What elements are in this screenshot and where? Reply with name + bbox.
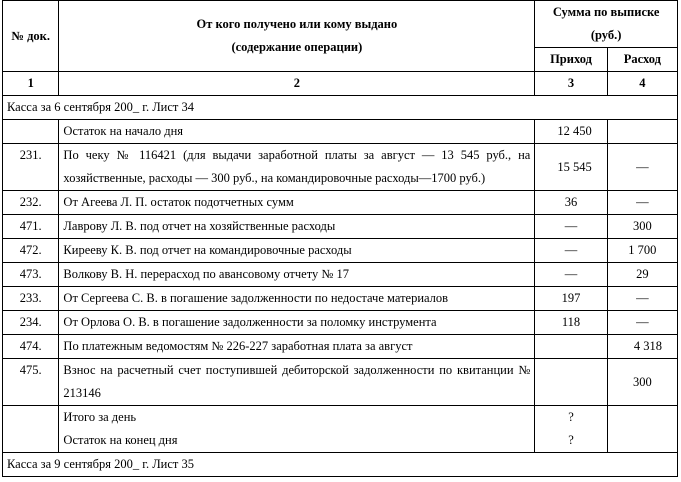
operation-description: По чеку № 116421 (для выдачи заработной платы за август — 13 545 руб., на хозяйственные, расходы — 300 руб., на командировочные расходы—1700 руб.) <box>59 144 535 191</box>
header-expense: Расход <box>607 48 677 72</box>
section-title-row <box>3 96 678 120</box>
total-row <box>3 406 678 430</box>
operation-description: От Сергеева С. В. в погашение задолженности по недостаче материалов <box>59 287 535 311</box>
doc-number: 472. <box>3 239 59 263</box>
header-doc-number: № док. <box>3 1 59 72</box>
expense-value <box>607 120 677 144</box>
expense-value: — <box>607 287 677 311</box>
income-value: 36 <box>535 191 607 215</box>
table-row <box>3 144 678 191</box>
doc-number: 473. <box>3 263 59 287</box>
operation-description: Взнос на расчетный счет поступившей дебиторской задолженности по квитанции № 213146 <box>59 359 535 406</box>
income-value: 118 <box>535 311 607 335</box>
doc-number: 231. <box>3 144 59 191</box>
doc-number: 471. <box>3 215 59 239</box>
income-value <box>535 359 607 406</box>
operation-description: По платежным ведомостям № 226-227 заработная плата за август <box>59 335 535 359</box>
income-value: — <box>535 239 607 263</box>
section-title-row <box>3 453 678 477</box>
header-income: Приход <box>535 48 607 72</box>
table-row <box>3 359 678 406</box>
table-row <box>3 335 678 359</box>
operation-description: Лаврову Л. В. под отчет на хозяйственные расходы <box>59 215 535 239</box>
end-balance-label: Остаток на конец дня <box>59 429 535 453</box>
end-balance-row <box>3 429 678 453</box>
doc-number: 475. <box>3 359 59 406</box>
expense-value: 4 318 <box>607 335 677 359</box>
doc-number: 474. <box>3 335 59 359</box>
column-number-row <box>3 72 678 96</box>
total-label: Итого за день <box>59 406 535 430</box>
expense-value: 300 <box>607 215 677 239</box>
expense-value: 1 700 <box>607 239 677 263</box>
expense-value: 29 <box>607 263 677 287</box>
header-description-line1: От кого получено или кому выдано <box>196 17 398 31</box>
expense-value: — <box>607 311 677 335</box>
income-value <box>535 335 607 359</box>
section-title: Касса за 9 сентября 200_ г. Лист 35 <box>3 453 678 477</box>
doc-number: 234. <box>3 311 59 335</box>
column-number-4: 4 <box>607 72 677 96</box>
income-value: 15 545 <box>535 144 607 191</box>
doc-number: 233. <box>3 287 59 311</box>
doc-number: 232. <box>3 191 59 215</box>
total-income: ? <box>535 406 607 430</box>
operation-description: Остаток на начало дня <box>59 120 535 144</box>
table-row <box>3 239 678 263</box>
table-row <box>3 215 678 239</box>
table-row <box>3 120 678 144</box>
table-row <box>3 287 678 311</box>
end-balance-income: ? <box>535 429 607 453</box>
column-number-2: 2 <box>59 72 535 96</box>
header-description <box>59 1 535 72</box>
income-value: — <box>535 263 607 287</box>
column-number-3: 3 <box>535 72 607 96</box>
operation-description: От Агеева Л. П. остаток подотчетных сумм <box>59 191 535 215</box>
header-row-1 <box>3 1 678 48</box>
table-row <box>3 311 678 335</box>
expense-value: 300 <box>607 359 677 406</box>
doc-number <box>3 120 59 144</box>
operation-description: Волкову В. Н. перерасход по авансовому отчету № 17 <box>59 263 535 287</box>
table-row <box>3 263 678 287</box>
column-number-1: 1 <box>3 72 59 96</box>
header-sum: Сумма по выписке (руб.) <box>535 1 678 48</box>
table-row <box>3 191 678 215</box>
table-row <box>3 477 678 478</box>
operation-description: От Орлова О. В. в погашение задолженности за поломку инструмента <box>59 311 535 335</box>
income-value: — <box>535 215 607 239</box>
income-value: 197 <box>535 287 607 311</box>
operation-description: Кирееву К. В. под отчет на командировочные расходы <box>59 239 535 263</box>
cash-ledger-table <box>2 0 678 477</box>
header-description-line2: (содержание операции) <box>231 40 363 54</box>
expense-value: — <box>607 144 677 191</box>
expense-value: — <box>607 191 677 215</box>
section-title: Касса за 6 сентября 200_ г. Лист 34 <box>3 96 678 120</box>
income-value: 12 450 <box>535 120 607 144</box>
